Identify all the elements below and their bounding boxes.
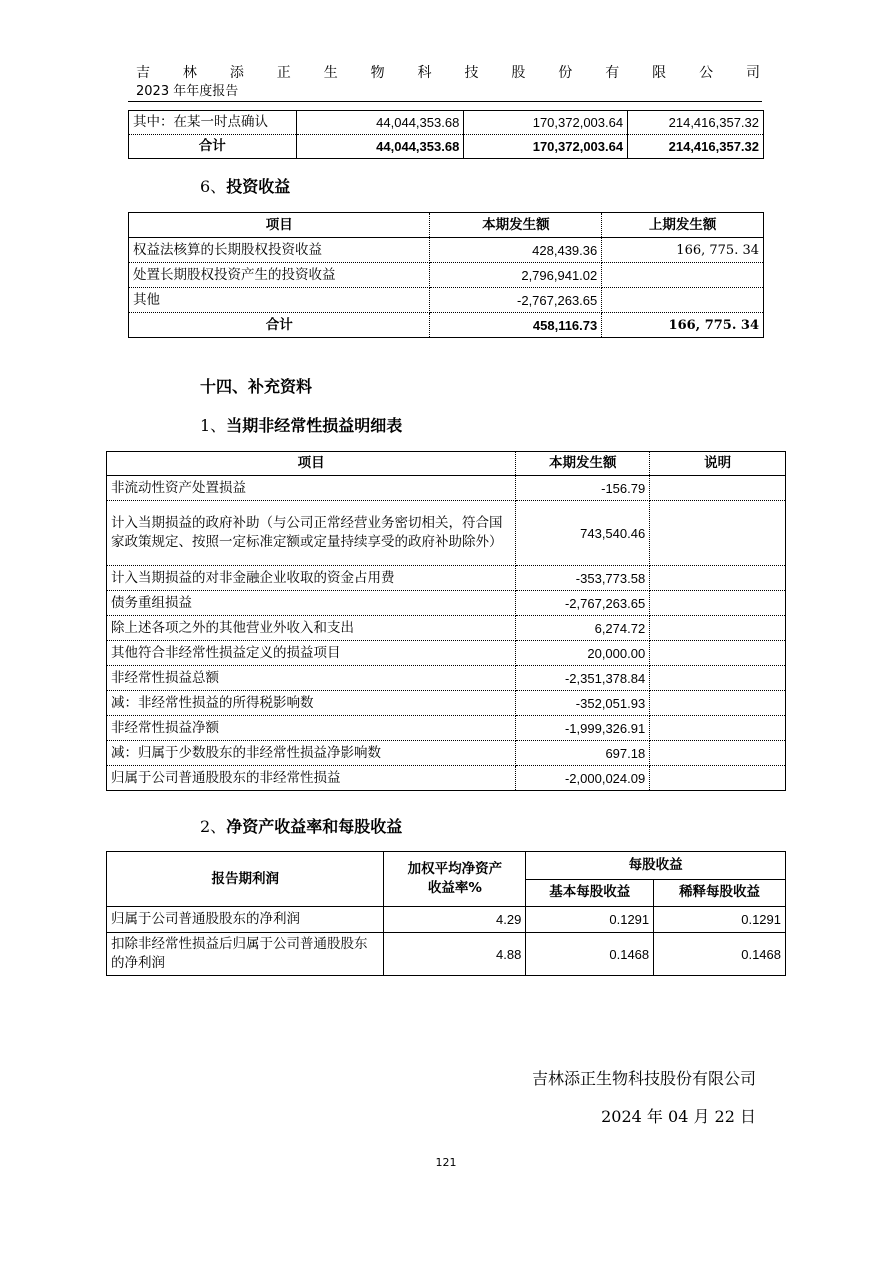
cell-value: 6,274.72	[516, 616, 650, 641]
header-char: 科	[417, 65, 432, 81]
column-header: 稀释每股收益	[654, 879, 786, 907]
table-row-total	[129, 313, 764, 338]
row-label: 合计	[129, 313, 430, 338]
table-row	[107, 933, 786, 976]
revenue-table	[128, 110, 764, 159]
table-row	[107, 666, 786, 691]
row-label: 权益法核算的长期股权投资收益	[129, 238, 430, 263]
investment-income-table	[128, 212, 764, 338]
cell-value: -353,773.58	[516, 566, 650, 591]
section-title: 当期非经常性损益明细表	[226, 416, 403, 435]
section-heading-supplementary	[200, 374, 312, 397]
table-row	[129, 238, 764, 263]
row-label: 归属于公司普通股股东的净利润	[107, 907, 384, 933]
cell-value: 458,116.73	[430, 313, 602, 338]
row-label: 其他符合非经常性损益定义的损益项目	[107, 641, 516, 666]
cell-note	[650, 766, 786, 791]
header-char: 生	[323, 65, 338, 81]
header-char: 吉	[136, 65, 150, 81]
table-row	[107, 766, 786, 791]
header-divider	[128, 101, 762, 102]
column-header: 上期发生额	[602, 213, 764, 238]
header-char: 公	[699, 65, 714, 81]
cell-value: 214,416,357.32	[628, 111, 764, 135]
cell-note	[650, 641, 786, 666]
table-row	[107, 641, 786, 666]
signature-date: 2024 年 04 月 22 日	[601, 1107, 756, 1126]
cell-value: -1,999,326.91	[516, 716, 650, 741]
cell-note	[650, 716, 786, 741]
column-header: 加权平均净资产收益率%	[384, 852, 526, 907]
row-label: 扣除非经常性损益后归属于公司普通股股东的净利润	[107, 933, 384, 976]
table-row	[107, 591, 786, 616]
table-row	[129, 111, 764, 135]
row-label: 非经常性损益净额	[107, 716, 516, 741]
cell-value: 0.1468	[654, 933, 786, 976]
row-label: 除上述各项之外的其他营业外收入和支出	[107, 616, 516, 641]
table-row	[129, 263, 764, 288]
cell-note	[650, 741, 786, 766]
table-header-row	[129, 213, 764, 238]
cell-value: 4.88	[384, 933, 526, 976]
header-char: 股	[511, 65, 526, 81]
column-header: 项目	[107, 452, 516, 476]
cell-value: 4.29	[384, 907, 526, 933]
cell-note	[650, 691, 786, 716]
header-company-name	[136, 62, 760, 82]
table-row	[129, 288, 764, 313]
header-char: 限	[652, 65, 667, 81]
header-char: 添	[229, 65, 244, 81]
cell-note	[650, 591, 786, 616]
table-row	[107, 716, 786, 741]
section-title: 投资收益	[226, 177, 291, 196]
column-header: 报告期利润	[107, 852, 384, 907]
header-char: 林	[182, 65, 197, 81]
cell-value	[602, 263, 764, 288]
cell-note	[650, 666, 786, 691]
cell-value: 2,796,941.02	[430, 263, 602, 288]
table-row	[107, 566, 786, 591]
cell-value: 0.1291	[526, 907, 654, 933]
cell-value: -2,351,378.84	[516, 666, 650, 691]
cell-value: 44,044,353.68	[296, 135, 464, 159]
cell-note	[650, 566, 786, 591]
table-row	[107, 691, 786, 716]
table-header-row	[107, 452, 786, 476]
header-char: 份	[558, 65, 573, 81]
table-row	[107, 501, 786, 566]
cell-value: -156.79	[516, 476, 650, 501]
cell-value: 428,439.36	[430, 238, 602, 263]
row-label: 归属于公司普通股股东的非经常性损益	[107, 766, 516, 791]
cell-value: -2,767,263.65	[430, 288, 602, 313]
column-header: 基本每股收益	[526, 879, 654, 907]
table-row	[107, 741, 786, 766]
section-number: 1、	[200, 416, 227, 435]
header-char: 有	[605, 65, 620, 81]
cell-value: -2,767,263.65	[516, 591, 650, 616]
row-label: 减：非经常性损益的所得税影响数	[107, 691, 516, 716]
cell-value: 170,372,003.64	[464, 135, 628, 159]
cell-value: -2,000,024.09	[516, 766, 650, 791]
table-row	[107, 476, 786, 501]
header-char: 司	[745, 65, 760, 81]
column-header: 本期发生额	[430, 213, 602, 238]
cell-value: 697.18	[516, 741, 650, 766]
cell-value: -352,051.93	[516, 691, 650, 716]
cell-value: 0.1468	[526, 933, 654, 976]
cell-value	[602, 288, 764, 313]
report-title: 2023 年年度报告	[136, 84, 239, 99]
page-number: 121	[435, 1156, 457, 1169]
row-label: 减：归属于少数股东的非经常性损益净影响数	[107, 741, 516, 766]
column-header: 项目	[129, 213, 430, 238]
column-header: 说明	[650, 452, 786, 476]
cell-value: 166, 775. 34	[602, 238, 764, 263]
section-number: 6、	[200, 177, 227, 196]
row-label: 其中：在某一时点确认	[129, 111, 297, 135]
header-char: 正	[276, 65, 291, 81]
section-heading-roe-eps	[200, 814, 402, 837]
row-label: 合计	[198, 138, 226, 154]
row-label: 计入当期损益的政府补助（与公司正常经营业务密切相关，符合国家政策规定、按照一定标准定额或定量持续享受的政府补助除外）	[107, 501, 516, 566]
section-heading-investment-income	[200, 174, 290, 197]
nonrecurring-items-table	[106, 451, 786, 791]
table-row	[107, 616, 786, 641]
row-label: 债务重组损益	[107, 591, 516, 616]
section-heading-nonrecurring	[200, 413, 402, 436]
cell-value: 166, 775. 34	[602, 313, 764, 338]
section-number: 2、	[200, 817, 227, 836]
table-row	[107, 907, 786, 933]
roe-eps-table	[106, 851, 786, 976]
row-label: 非经常性损益总额	[107, 666, 516, 691]
row-label: 计入当期损益的对非金融企业收取的资金占用费	[107, 566, 516, 591]
row-label: 其他	[129, 288, 430, 313]
cell-value: 44,044,353.68	[296, 111, 464, 135]
column-header: 每股收益	[526, 852, 786, 880]
cell-value: 20,000.00	[516, 641, 650, 666]
cell-note	[650, 501, 786, 566]
row-label: 处置长期股权投资产生的投资收益	[129, 263, 430, 288]
header-char: 技	[464, 65, 479, 81]
cell-note	[650, 616, 786, 641]
signature-company: 吉林添正生物科技股份有限公司	[531, 1069, 756, 1088]
table-header-row	[107, 852, 786, 880]
cell-value: 170,372,003.64	[464, 111, 628, 135]
column-header: 本期发生额	[516, 452, 650, 476]
section-title: 净资产收益率和每股收益	[226, 817, 403, 836]
header-char: 物	[370, 65, 385, 81]
cell-value: 0.1291	[654, 907, 786, 933]
cell-note	[650, 476, 786, 501]
row-label: 非流动性资产处置损益	[107, 476, 516, 501]
table-row-total	[129, 135, 764, 159]
cell-value: 743,540.46	[516, 501, 650, 566]
section-title: 十四、补充资料	[200, 377, 313, 396]
cell-value: 214,416,357.32	[628, 135, 764, 159]
